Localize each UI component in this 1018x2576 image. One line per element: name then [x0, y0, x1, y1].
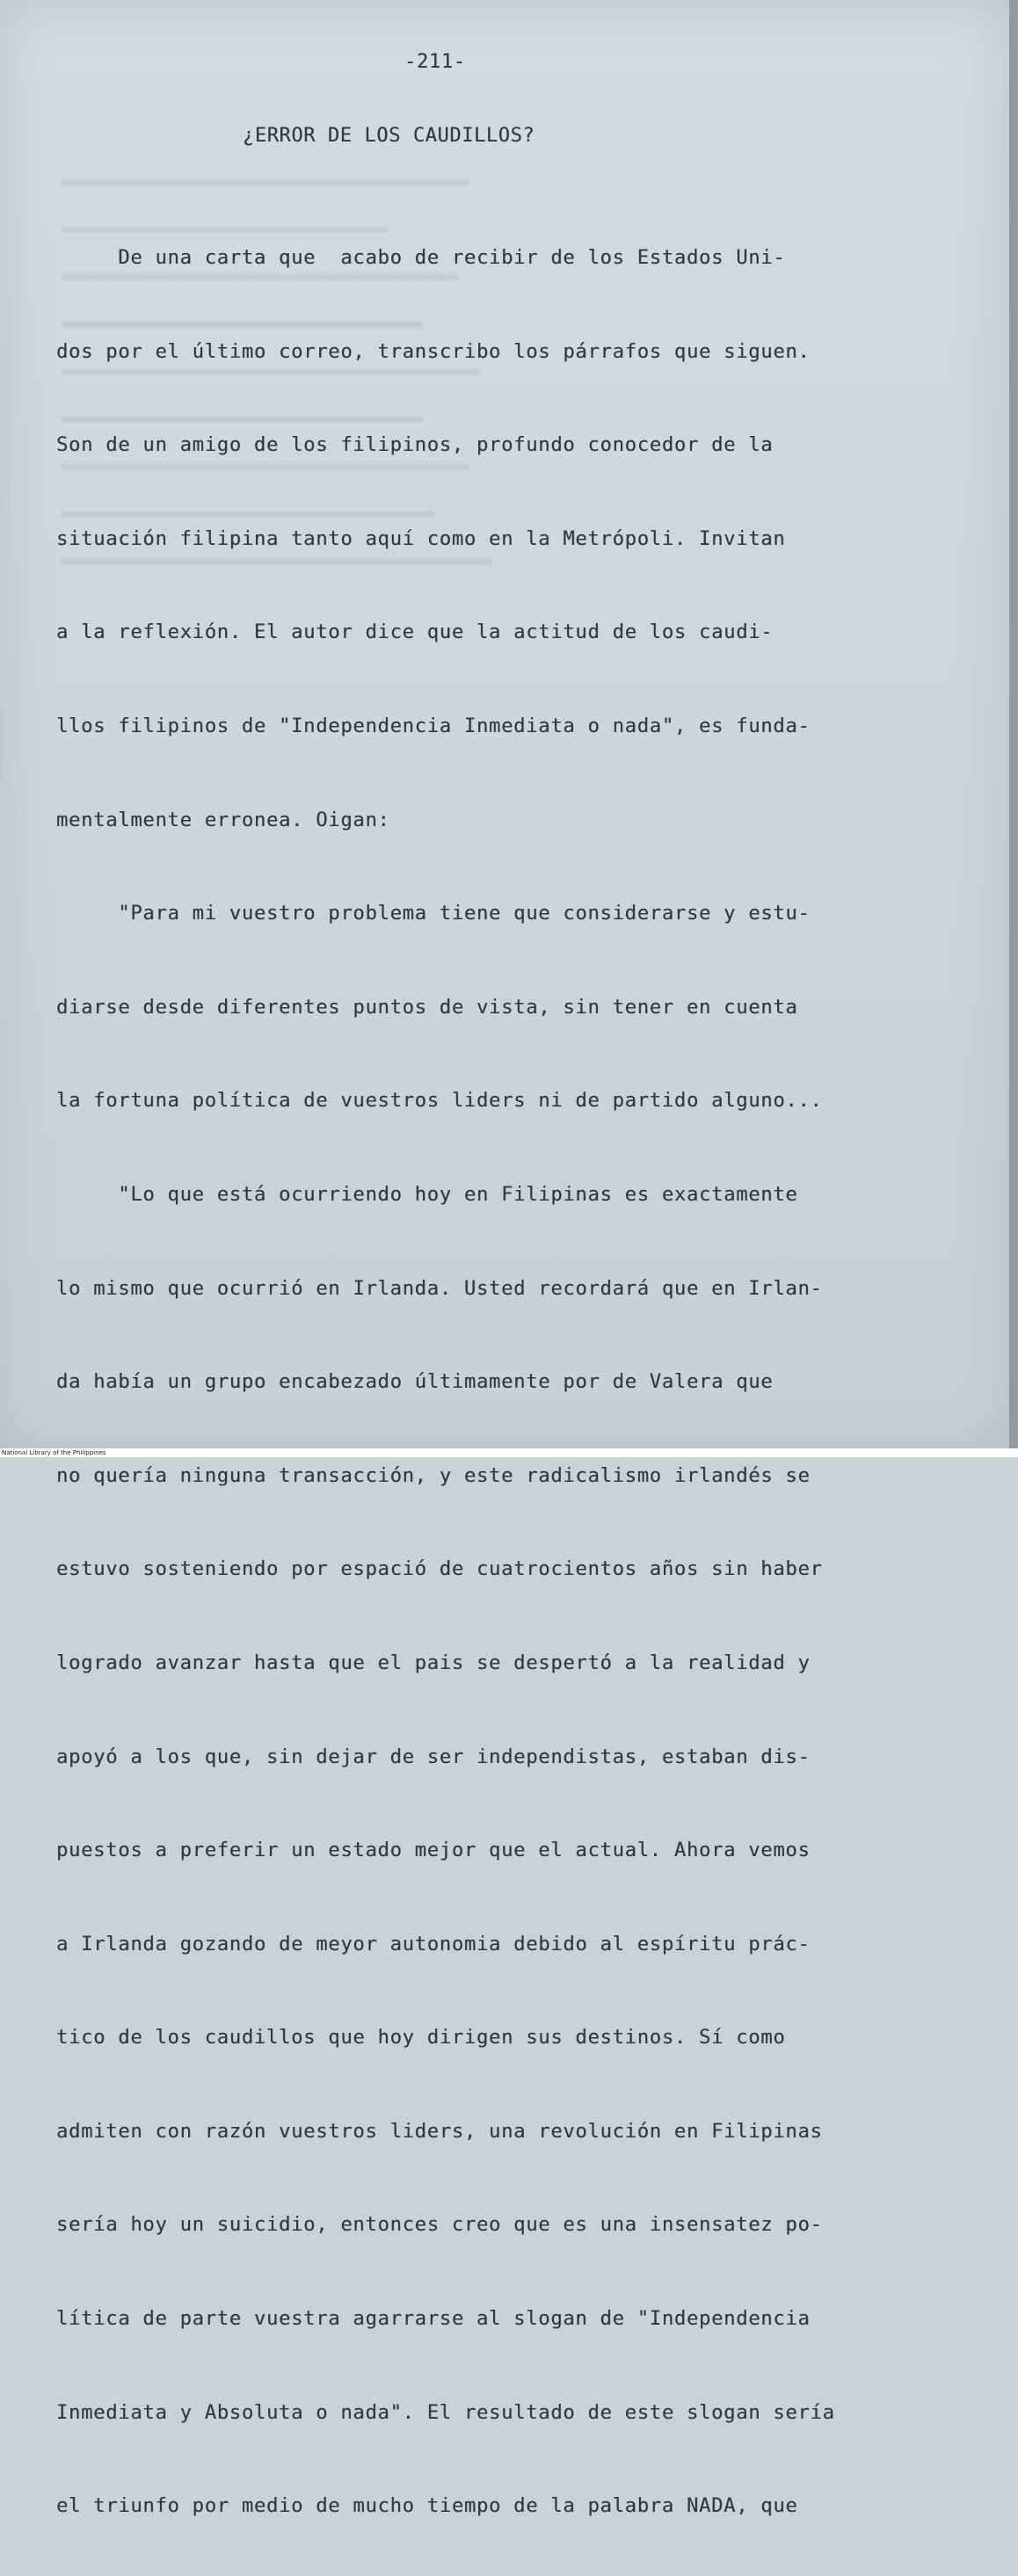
text-line: no quería ninguna transacción, y este radicalismo irlandés se — [56, 1463, 811, 1487]
text-line: a la reflexión. El autor dice que la actitud de los caudi- — [56, 620, 774, 644]
body-text — [56, 188, 835, 2576]
text-line: sería hoy un suicidio, entonces creo que es una insensatez po- — [56, 2213, 823, 2237]
text-line: admiten con razón vuestros liders, una revolución en Filipinas — [56, 2119, 823, 2143]
text-line: De una carta que acabo de recibir de los Estados Uni- — [56, 246, 786, 269]
text-line: puestos a preferir un estado mejor que el actual. Ahora vemos — [56, 1839, 811, 1862]
text-line: situación filipina tanto aquí como en la Metrópoli. Invitan — [56, 526, 786, 550]
text-line: a Irlanda gozando de meyor autonomia debido al espíritu prác- — [56, 1932, 811, 1956]
text-line: dos por el último correo, transcribo los párrafos que siguen. — [56, 339, 811, 363]
text-line: apoyó a los que, sin dejar de ser independistas, estaban dis- — [56, 1745, 811, 1768]
text-line: la fortuna política de vuestros liders ni de partido alguno... — [56, 1089, 823, 1113]
text-line: logrado avanzar hasta que el pais se despertó a la realidad y — [56, 1651, 811, 1674]
text-line: mentalmente erronea. Oigan: — [56, 808, 390, 831]
article-title: ¿ERROR DE LOS CAUDILLOS? — [243, 125, 535, 147]
text-line: estuvo sosteniendo por espació de cuatrocientos años sin haber — [56, 1557, 823, 1581]
text-line: diarse desde diferentes puntos de vista, sin tener en cuenta — [56, 995, 798, 1019]
page-number: -211- — [404, 51, 466, 73]
text-line: lo mismo que ocurrió en Irlanda. Usted recordará que en Irlan- — [56, 1276, 823, 1300]
text-line: "Para mi vuestro problema tiene que considerarse y estu- — [56, 902, 811, 925]
text-line: lítica de parte vuestra agarrarse al slogan de "Independencia — [56, 2307, 811, 2331]
text-line: Inmediata y Absoluta o nada". El resultado de este slogan sería — [56, 2400, 835, 2424]
text-line: da había un grupo encabezado últimamente por de Valera que — [56, 1370, 774, 1394]
text-line: "Lo que está ocurriendo hoy en Filipinas es exactamente — [56, 1182, 798, 1206]
library-credit-footer: National Library of the Philippines — [0, 1448, 1018, 1457]
text-line: tico de los caudillos que hoy dirigen sus destinos. Sí como — [56, 2026, 786, 2050]
bleed-through-texture: ▬▬▬▬▬▬▬▬▬▬▬▬▬▬▬▬▬▬▬▬▬▬▬▬▬▬▬▬▬▬▬▬▬▬▬ ▬▬▬▬▬▬▬▬▬▬▬▬▬▬▬▬▬▬▬▬▬▬▬▬▬▬▬▬ ▬▬▬▬▬▬▬▬▬▬▬▬▬▬▬▬▬▬▬▬▬▬▬▬▬▬▬▬▬▬▬▬▬▬ ▬▬▬▬▬▬▬▬▬▬▬▬▬▬▬▬▬▬▬▬▬▬▬▬▬▬▬▬▬▬▬ ▬▬▬▬▬▬▬▬▬▬▬▬▬▬▬▬▬▬▬▬▬▬▬▬▬▬▬▬▬▬▬▬▬▬▬▬ ▬▬▬▬▬▬▬▬▬▬▬▬▬▬▬▬▬▬▬▬▬▬▬▬▬▬▬▬▬▬▬ ▬▬▬▬▬▬▬▬▬▬▬▬▬▬▬▬▬▬▬▬▬▬▬▬▬▬▬▬▬▬▬▬▬▬▬ ▬▬▬▬▬▬▬▬▬▬▬▬▬▬▬▬▬▬▬▬▬▬▬▬▬▬▬▬▬▬▬▬ ▬▬▬▬▬▬▬▬▬▬▬▬▬▬▬▬▬▬▬▬▬▬▬▬▬▬▬▬▬▬▬▬▬▬▬▬▬ — [62, 171, 493, 572]
text-line: llos filipinos de "Independencia Inmediata o nada", es funda- — [56, 714, 811, 737]
text-line: el triunfo por medio de mucho tiempo de la palabra NADA, que — [56, 2494, 798, 2518]
text-line: Son de un amigo de los filipinos, profundo conocedor de la — [56, 433, 774, 457]
